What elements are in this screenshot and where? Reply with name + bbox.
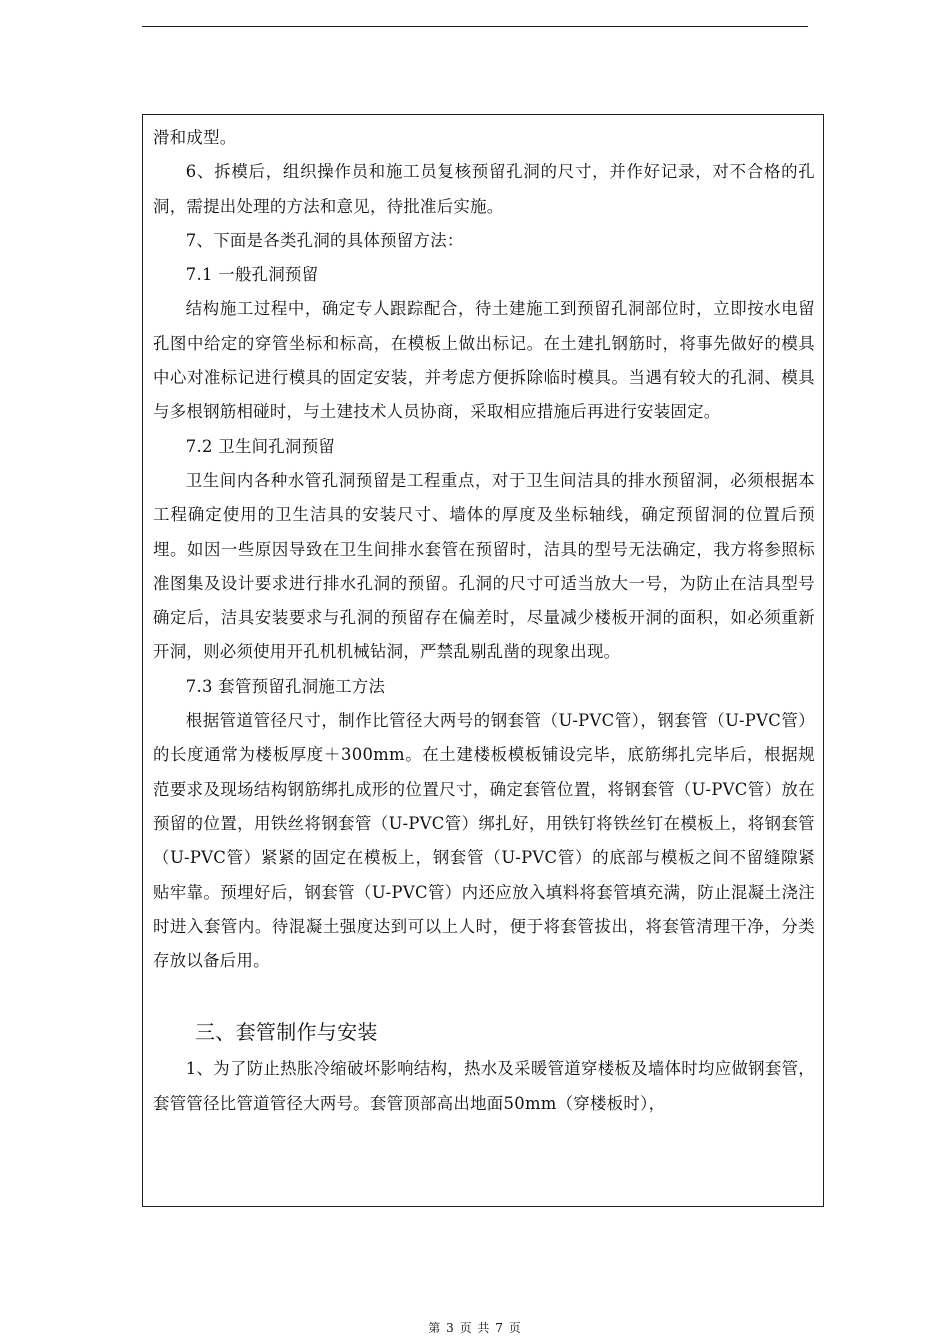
content-body — [153, 121, 815, 1121]
subheading-7-3: 7.3 套管预留孔洞施工方法 — [185, 676, 386, 696]
paragraph: 1、为了防止热胀冷缩破坏影响结构，热水及采暖管道穿楼板及墙体时均应做钢套管，套管管径比管道管径大两号。套管顶部高出地面50mm（穿楼板时）， — [153, 1059, 815, 1113]
content-table-cell — [142, 114, 824, 1207]
footer-total-suffix: 页 — [508, 1321, 522, 1335]
paragraph: 7、下面是各类孔洞的具体预留方法： — [185, 230, 464, 250]
paragraph: 滑和成型。 — [153, 128, 237, 147]
header-rule — [142, 26, 808, 27]
spacer — [153, 978, 815, 1012]
footer-total-pages: 7 — [495, 1321, 504, 1335]
paragraph: 结构施工过程中，确定专人跟踪配合，待土建施工到预留孔洞部位时，立即按水电留孔图中给定的穿管坐标和标高，在模板上做出标记。在土建扎钢筋时，将事先做好的模具中心对准标记进行模具的固定安装，并考虑方便拆除临时模具。当遇有较大的孔洞、模具与多根钢筋相碰时，与土建技术人员协商，采取相应措施后再进行安装固定。 — [153, 299, 815, 422]
subheading-7-1: 7.1 一般孔洞预留 — [185, 265, 319, 285]
section-heading: 三、套管制作与安装 — [195, 1020, 378, 1045]
footer-prefix: 第 — [428, 1321, 442, 1335]
paragraph: 卫生间内各种水管孔洞预留是工程重点，对于卫生间洁具的排水预留洞，必须根据本工程确定使用的卫生洁具的安装尺寸、墙体的厚度及坐标轴线，确定预留洞的位置后预埋。如因一些原因导致在卫生间排水套管在预留时，洁具的型号无法确定，我方将参照标准图集及设计要求进行排水孔洞的预留。孔洞的尺寸可适当放大一号，为防止在洁具型号确定后，洁具安装要求与孔洞的预留存在偏差时，尽量减少楼板开洞的面积，如必须重新开洞，则必须使用开孔机机械钻洞，严禁乱剔乱凿的现象出现。 — [153, 470, 815, 662]
paragraph: 根据管道管径尺寸，制作比管径大两号的钢套管（U-PVC管），钢套管（U-PVC管）的长度通常为楼板厚度＋300mm。在土建楼板模板铺设完毕，底筋绑扎完毕后，根据规范要求及现场结构钢筋绑扎成形的位置尺寸，确定套管位置，将钢套管（U-PVC管）放在预留的位置，用铁丝将钢套管（U-PVC管）绑扎好，用铁钉将铁丝钉在模板上，将钢套管（U-PVC管）紧紧的固定在模板上，钢套管（U-PVC管）的底部与模板之间不留缝隙紧贴牢靠。预埋好后，钢套管（U-PVC管）内还应放入填料将套管填充满，防止混凝土浇注时进入套管内。待混凝土强度达到可以上人时，便于将套管拔出，将套管清理干净，分类存放以备后用。 — [153, 711, 815, 971]
footer-current-page: 3 — [446, 1321, 455, 1335]
footer-page-label: 页 — [459, 1321, 473, 1335]
page-footer — [0, 1319, 950, 1336]
footer-total-prefix: 共 — [477, 1321, 491, 1335]
subheading-7-2: 7.2 卫生间孔洞预留 — [185, 436, 336, 456]
paragraph: 6、拆模后，组织操作员和施工员复核预留孔洞的尺寸，并作好记录，对不合格的孔洞，需提出处理的方法和意见，待批准后实施。 — [153, 162, 815, 216]
